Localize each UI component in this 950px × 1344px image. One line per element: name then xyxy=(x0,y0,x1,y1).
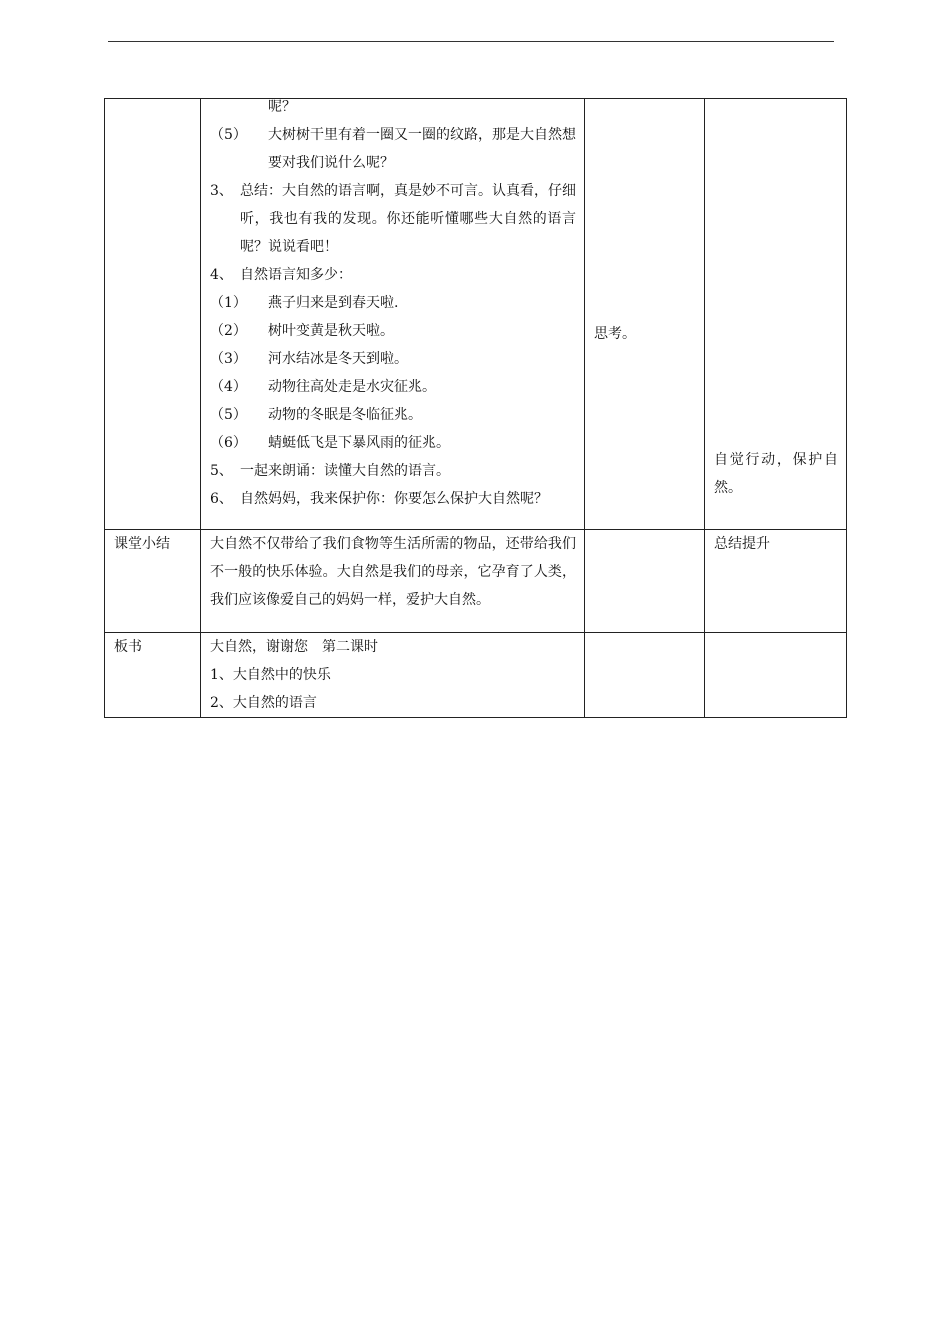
item-number: （5） xyxy=(210,127,247,143)
row1-label-cell xyxy=(105,99,201,530)
item-number: （5） xyxy=(210,407,247,423)
row1-intent-cell xyxy=(705,99,847,530)
list-item xyxy=(210,317,576,345)
item-text: 树叶变黄是秋天啦。 xyxy=(268,323,394,339)
blackboard-content-cell xyxy=(201,633,585,718)
summary-intent-cell xyxy=(705,530,847,633)
list-item xyxy=(210,457,576,485)
item-text: 总结：大自然的语言啊，真是妙不可言。认真看，仔细听，我也有我的发现。你还能听懂哪些大自然的语言呢？说说看吧！ xyxy=(240,183,576,255)
blackboard-line: 2、大自然的语言 xyxy=(210,695,317,711)
design-intent-text: 自觉行动，保护自然。 xyxy=(714,452,838,496)
item-text: 河水结冰是冬天到啦。 xyxy=(268,351,408,367)
item-number: （2） xyxy=(210,323,247,339)
blackboard-label: 板书 xyxy=(114,639,142,655)
summary-label: 课堂小结 xyxy=(114,536,170,552)
header-rule xyxy=(108,41,834,42)
item-number: 6、 xyxy=(210,491,233,507)
item-text: 蜻蜓低飞是下暴风雨的征兆。 xyxy=(268,435,450,451)
row-label-blackboard xyxy=(105,633,201,718)
lesson-plan-table xyxy=(104,98,847,718)
row1-student-cell xyxy=(585,99,705,530)
list-item xyxy=(210,485,576,513)
item-text: 自然语言知多少： xyxy=(240,267,352,283)
student-activity-text: 思考。 xyxy=(594,326,636,342)
list-item xyxy=(210,289,576,317)
item-number: （4） xyxy=(210,379,247,395)
table-row-summary xyxy=(105,530,847,633)
item-number: （6） xyxy=(210,435,247,451)
list-item xyxy=(210,177,576,261)
summary-content-cell xyxy=(201,530,585,633)
blackboard-intent-cell xyxy=(705,633,847,718)
summary-student-cell xyxy=(585,530,705,633)
item-text: 一起来朗诵：读懂大自然的语言。 xyxy=(240,463,450,479)
continued-text: 呢？ xyxy=(268,99,296,115)
blackboard-student-cell xyxy=(585,633,705,718)
item-number: （3） xyxy=(210,351,247,367)
blackboard-line: 1、大自然中的快乐 xyxy=(210,667,331,683)
table-row-activities xyxy=(105,99,847,530)
item-text: 自然妈妈，我来保护你：你要怎么保护大自然呢？ xyxy=(240,491,548,507)
list-item xyxy=(210,121,576,177)
item-number: 3、 xyxy=(210,183,233,199)
item-text: 动物往高处走是水灾征兆。 xyxy=(268,379,436,395)
blackboard-title: 大自然，谢谢您 第二课时 xyxy=(210,639,378,655)
summary-text: 大自然不仅带给了我们食物等生活所需的物品，还带给我们不一般的快乐体验。大自然是我们的母亲，它孕育了人类，我们应该像爱自己的妈妈一样，爱护大自然。 xyxy=(210,536,576,608)
item-number: 5、 xyxy=(210,463,233,479)
list-item xyxy=(210,373,576,401)
list-item xyxy=(210,429,576,457)
item-text: 燕子归来是到春天啦. xyxy=(268,295,399,311)
list-item xyxy=(210,401,576,429)
summary-intent-text: 总结提升 xyxy=(714,536,770,552)
table-row-blackboard xyxy=(105,633,847,718)
list-item xyxy=(210,261,576,289)
item-text: 动物的冬眠是冬临征兆。 xyxy=(268,407,422,423)
item-number: 4、 xyxy=(210,267,233,283)
row-label-summary xyxy=(105,530,201,633)
row1-content-cell xyxy=(201,99,585,530)
item-number: （1） xyxy=(210,295,247,311)
item-text: 大树树干里有着一圈又一圈的纹路，那是大自然想要对我们说什么呢？ xyxy=(268,127,576,171)
list-item xyxy=(210,345,576,373)
